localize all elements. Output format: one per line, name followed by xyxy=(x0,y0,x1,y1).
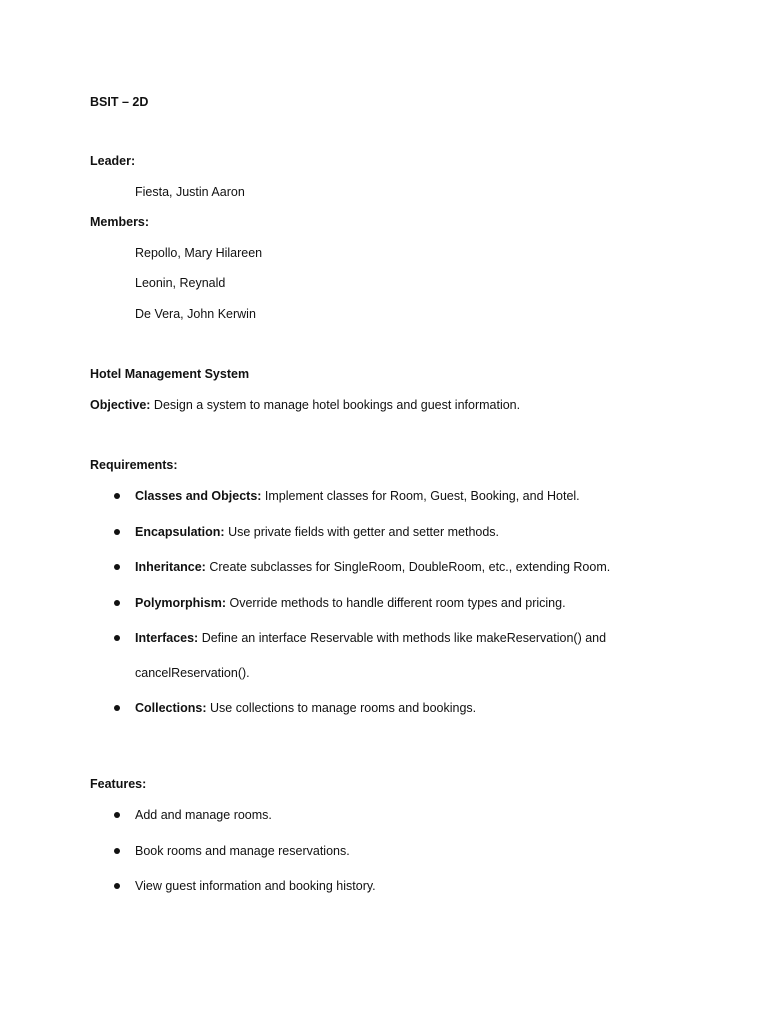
requirement-item xyxy=(135,488,580,504)
requirements-label: Requirements: xyxy=(90,458,178,472)
requirement-item xyxy=(135,524,499,540)
requirement-term: Interfaces: xyxy=(135,631,199,645)
requirement-continuation: cancelReservation(). xyxy=(135,666,250,680)
features-label: Features: xyxy=(90,777,147,791)
requirement-term: Inheritance: xyxy=(135,560,206,574)
bullet-icon xyxy=(114,812,120,818)
requirement-text: Define an interface Reservable with methods like makeReservation() and xyxy=(198,631,607,645)
requirement-text: Override methods to handle different room types and pricing. xyxy=(226,596,566,610)
bullet-icon xyxy=(114,564,120,570)
requirement-term: Encapsulation: xyxy=(135,525,225,539)
bullet-icon xyxy=(114,493,120,499)
objective-label: Objective: xyxy=(90,398,151,412)
member-name: Repollo, Mary Hilareen xyxy=(135,246,263,260)
leader-name: Fiesta, Justin Aaron xyxy=(135,185,245,199)
requirement-text: Use private fields with getter and setter methods. xyxy=(224,525,500,539)
leader-label: Leader: xyxy=(90,154,136,168)
feature-item: View guest information and booking history. xyxy=(135,879,376,893)
requirement-term: Classes and Objects: xyxy=(135,489,262,503)
objective-line xyxy=(90,397,520,413)
bullet-icon xyxy=(114,600,120,606)
bullet-icon xyxy=(114,883,120,889)
project-title: Hotel Management System xyxy=(90,367,250,381)
member-name: Leonin, Reynald xyxy=(135,276,226,290)
class-section-heading: BSIT – 2D xyxy=(90,95,149,109)
requirement-item xyxy=(135,595,566,611)
requirement-item xyxy=(135,700,476,716)
requirement-item xyxy=(135,630,606,646)
bullet-icon xyxy=(114,635,120,641)
member-name: De Vera, John Kerwin xyxy=(135,307,256,321)
bullet-icon xyxy=(114,529,120,535)
requirement-term: Polymorphism: xyxy=(135,596,226,610)
members-label: Members: xyxy=(90,215,150,229)
bullet-icon xyxy=(114,848,120,854)
requirement-text: Create subclasses for SingleRoom, DoubleRoom, etc., extending Room. xyxy=(205,560,611,574)
requirement-text: Implement classes for Room, Guest, Booking, and Hotel. xyxy=(261,489,580,503)
feature-item: Book rooms and manage reservations. xyxy=(135,844,350,858)
feature-item: Add and manage rooms. xyxy=(135,808,272,822)
requirement-term: Collections: xyxy=(135,701,207,715)
objective-text: Design a system to manage hotel bookings and guest information. xyxy=(150,398,521,412)
requirement-item xyxy=(135,559,610,575)
requirement-text: Use collections to manage rooms and bookings. xyxy=(206,701,477,715)
bullet-icon xyxy=(114,705,120,711)
